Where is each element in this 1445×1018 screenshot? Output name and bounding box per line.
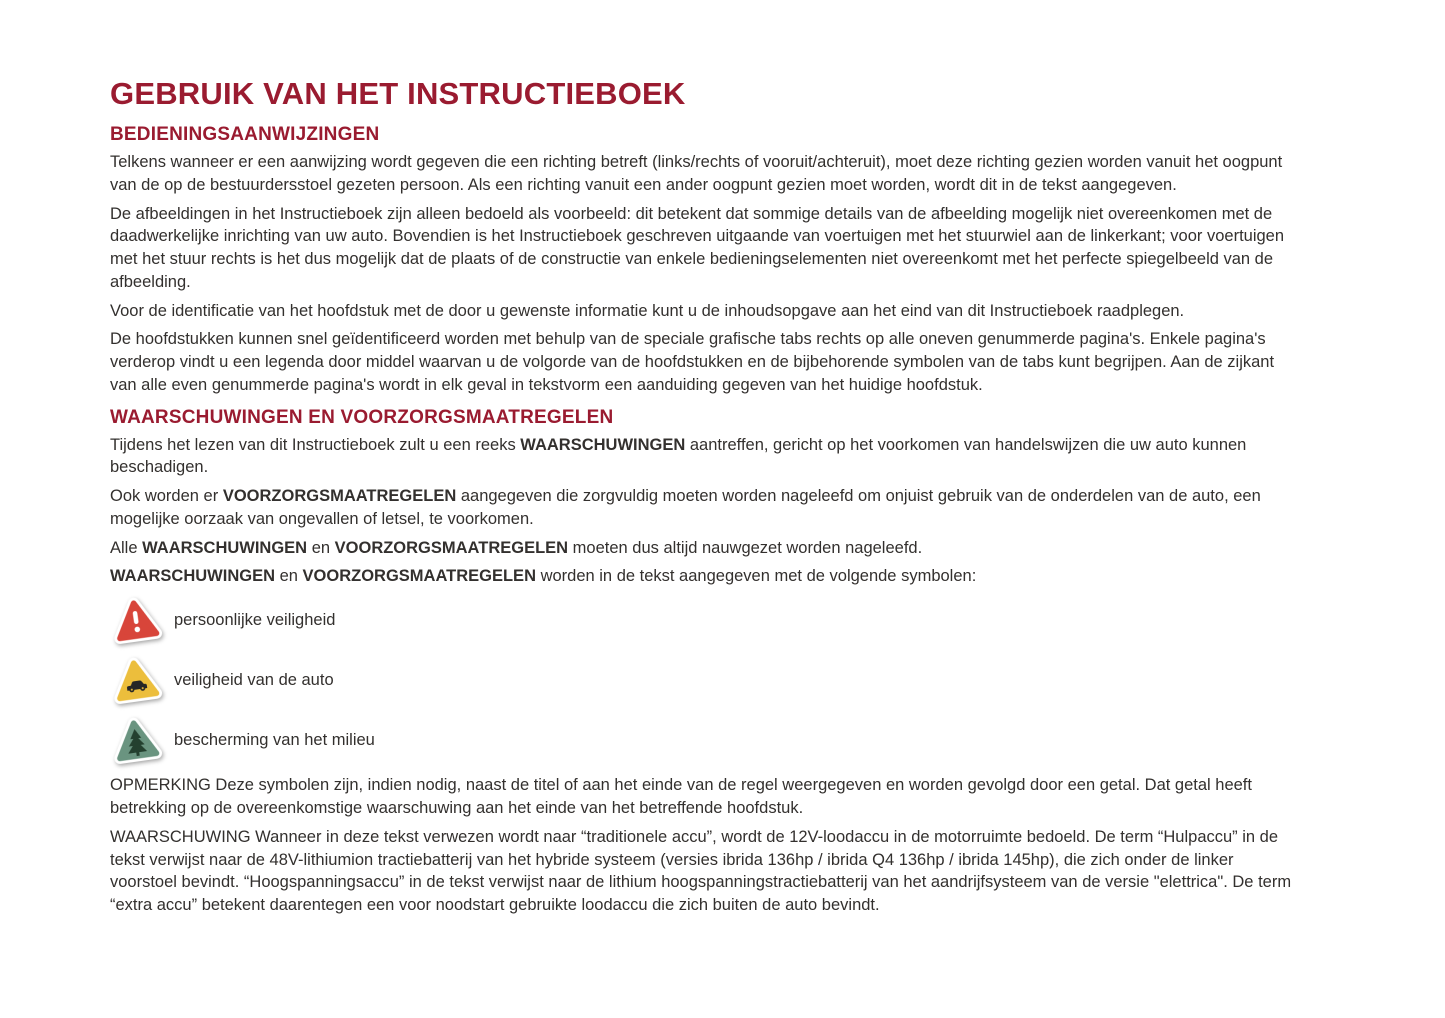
text-run: Tijdens het lezen van dit Instructieboek zult u een reeks [110,435,521,454]
section-heading: BEDIENINGSAANWIJZINGEN [110,124,380,145]
paragraph [110,151,1297,197]
symbol-item [110,654,1297,706]
text-run: worden in de tekst aangegeven met de volgende symbolen: [535,567,977,586]
page-title: GEBRUIK VAN HET INSTRUCTIEBOEK [110,76,686,111]
document-body [110,124,1297,917]
text-run: De hoofdstukken kunnen snel geïdentificeerd worden met behulp van de speciale grafische tabs rechts op alle oneven genummerde pagina's. Enkele pagina's verderop vindt u een legenda door middel waarvan u de volgorde van de hoofdstukken en de bijbehorende symbolen van de tabs kunt begrijpen. Aan de zijkant van alle even genummerde pagina's wordt in elk geval in tekstvorm een aanduiding gegeven van het huidige hoofdstuk. [110,330,1275,394]
emphasis-text: WAARSCHUWINGEN [520,435,686,454]
symbol-label: bescherming van het milieu [174,730,375,749]
symbol-item [110,594,1297,646]
text-run: aantreffen, gericht op het voorkomen van handelswijzen die uw auto kunnen beschadigen. [110,435,1247,477]
text-run: en [275,567,303,586]
symbol-item [110,714,1297,766]
paragraph [110,203,1297,294]
text-run: WAARSCHUWING Wanneer in deze tekst verwezen wordt naar “traditionele accu”, wordt de 12V-loodaccu in de motorruimte bedoeld. De term “Hulpaccu” in de tekst verwijst naar de 48V-lithiumion tractiebatterij van het hybride systeem (versies ibrida 136hp / ibrida Q4 136hp / ibrida 145hp), die zich onder de linker voorstoel bevindt. “Hoogspanningsaccu” in de tekst verwijst naar de lithium hoogspanningstractiebatterij van het aandrijfsysteem van de versie "elettrica". De term “extra accu” betekent daarentegen een voor noodstart gebruikte loodaccu die zich buiten de auto bevindt. [110,827,1292,915]
paragraph [110,774,1297,820]
emphasis-text: VOORZORGSMAATREGELEN [302,567,536,586]
paragraph [110,328,1297,396]
vehicle-safety-warning-icon [107,652,165,709]
paragraph [110,485,1297,531]
emphasis-text: VOORZORGSMAATREGELEN [334,538,569,557]
emphasis-text: WAARSCHUWINGEN [110,567,275,586]
environment-protection-icon [107,712,165,769]
text-run: moeten dus altijd nauwgezet worden nageleefd. [568,538,923,557]
paragraph [110,826,1297,917]
text-run: Telkens wanneer er een aanwijzing wordt gegeven die een richting betreft (links/rechts of vooruit/achteruit), moet deze richting gezien worden vanuit het oogpunt van de op de bestuurdersstoel gezeten persoon. Als een richting vanuit een ander oogpunt gezien moet worden, wordt dit in de tekst aangegeven. [110,153,1283,194]
text-run: Alle [110,538,143,557]
text-run: en [307,538,335,557]
paragraph [110,537,1297,560]
section-heading: WAARSCHUWINGEN EN VOORZORGSMAATREGELEN [110,406,614,428]
text-run: Ook worden er [110,487,223,506]
text-run: De afbeeldingen in het Instructieboek zijn alleen bedoeld als voorbeeld: dit betekent dat sommige details van de afbeelding mogelijk niet overeenkomen met de daadwerkelijke inrichting van uw auto. Bovendien is het Instructieboek geschreven uitgaande van voertuigen met het stuurwiel aan de linkerkant; voor voertuigen met het stuur rechts is het dus mogelijk dat de plaats of de constructie van enkele bedieningselementen niet overeenkomt met het perfecte spiegelbeeld van de afbeelding. [110,204,1285,291]
text-run: OPMERKING Deze symbolen zijn, indien nodig, naast de titel of aan het einde van de regel weergegeven en worden gevolgd door een getal. Dat getal heeft betrekking op de overeenkomstige waarschuwing aan het einde van het betreffende hoofdstuk. [110,776,1252,818]
paragraph [110,565,1297,588]
paragraph [110,300,1297,323]
emphasis-text: WAARSCHUWINGEN [142,538,308,557]
paragraph [110,434,1297,480]
personal-safety-warning-icon [107,592,165,649]
symbol-label: persoonlijke veiligheid [174,610,336,629]
text-run: Voor de identificatie van het hoofdstuk met de door u gewenste informatie kunt u de inhoudsopgave aan het eind van dit Instructieboek raadplegen. [110,301,1185,320]
emphasis-text: VOORZORGSMAATREGELEN [222,487,457,506]
symbol-label: veiligheid van de auto [174,670,334,689]
text-run: aangegeven die zorgvuldig moeten worden nageleefd om onjuist gebruik van de onderdelen van de auto, een mogelijke oorzaak van ongevallen of letsel, te voorkomen. [110,487,1261,528]
